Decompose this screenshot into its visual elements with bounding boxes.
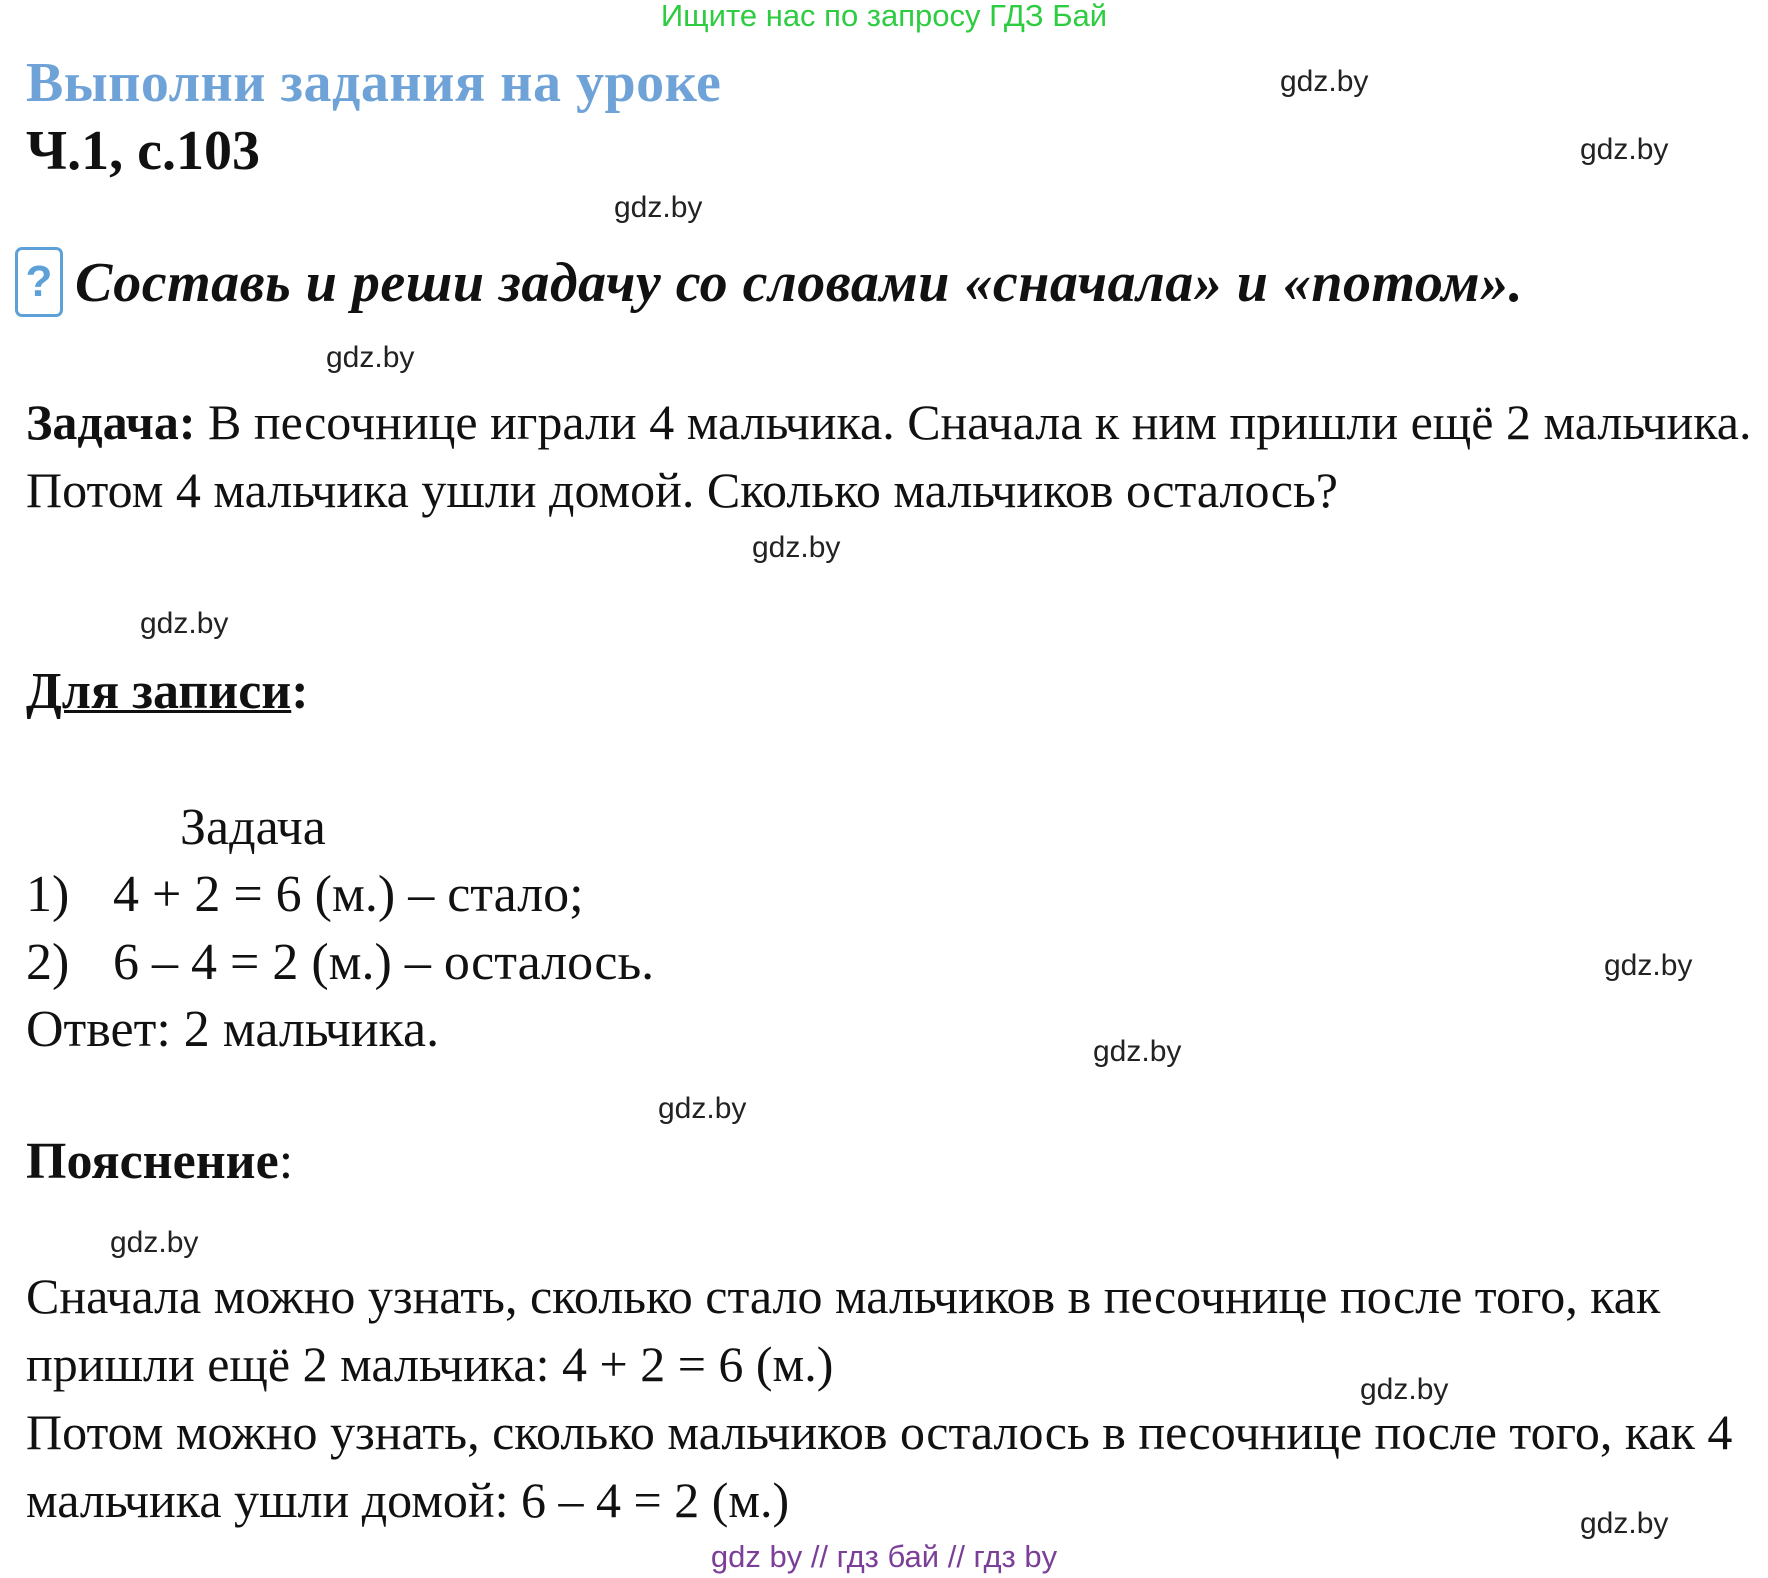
question-icon: ? (15, 247, 63, 317)
explanation-paragraph-2: Потом можно узнать, сколько мальчиков осталось в песочнице после того, как 4 мальчика ушли домой: 6 – 4 = 2 (м.) (26, 1404, 1733, 1528)
watermark: gdz.by (1093, 1035, 1182, 1068)
watermark: gdz.by (1280, 65, 1369, 98)
solution-title: Задача (180, 799, 326, 856)
explanation-paragraph-1: Сначала можно узнать, сколько стало мальчиков в песочнице после того, как пришли ещё 2 мальчика: 4 + 2 = 6 (м.) (26, 1268, 1661, 1392)
bottom-banner: gdz by // гдз бай // гдз by (710, 1539, 1058, 1574)
solution-step-2 (26, 930, 654, 996)
step-expression: 6 – 4 = 2 (м.) – осталось. (113, 934, 655, 991)
watermark: gdz.by (326, 341, 415, 374)
watermark: gdz.by (1580, 133, 1669, 166)
solution-answer: Ответ: 2 мальчика. (26, 1001, 440, 1058)
watermark: gdz.by (140, 607, 229, 640)
explanation-heading-label: Пояснение (26, 1133, 279, 1190)
problem-label: Задача: (26, 394, 196, 450)
step-expression: 4 + 2 = 6 (м.) – стало; (113, 866, 584, 923)
step-number: 1) (26, 866, 70, 923)
step-number: 2) (26, 934, 70, 991)
part-page-label: Ч.1, с.103 (26, 120, 260, 182)
watermark: gdz.by (658, 1092, 747, 1125)
explanation-heading (26, 1130, 293, 1194)
explanation-body (26, 1262, 1766, 1534)
problem-statement (26, 388, 1766, 524)
record-heading-label: Для записи (26, 663, 292, 720)
record-heading (26, 660, 309, 724)
watermark: gdz.by (1360, 1373, 1449, 1406)
watermark: gdz.by (614, 191, 703, 224)
watermark: gdz.by (752, 531, 841, 564)
watermark: gdz.by (110, 1226, 199, 1259)
task-heading: Составь и реши задачу со словами «сначала» и «потом». (75, 252, 1524, 314)
record-heading-colon: : (291, 663, 309, 720)
solution-step-1 (26, 862, 584, 928)
problem-text: В песочнице играли 4 мальчика. Сначала к ним пришли ещё 2 мальчика. Потом 4 мальчика ушли домой. Сколько мальчиков осталось? (26, 394, 1752, 518)
watermark: gdz.by (1604, 949, 1693, 982)
watermark: gdz.by (1580, 1507, 1669, 1540)
section-title: Выполни задания на уроке (26, 52, 722, 114)
top-banner: Ищите нас по запросу ГДЗ Бай (660, 0, 1108, 33)
explanation-heading-colon: : (278, 1133, 294, 1190)
